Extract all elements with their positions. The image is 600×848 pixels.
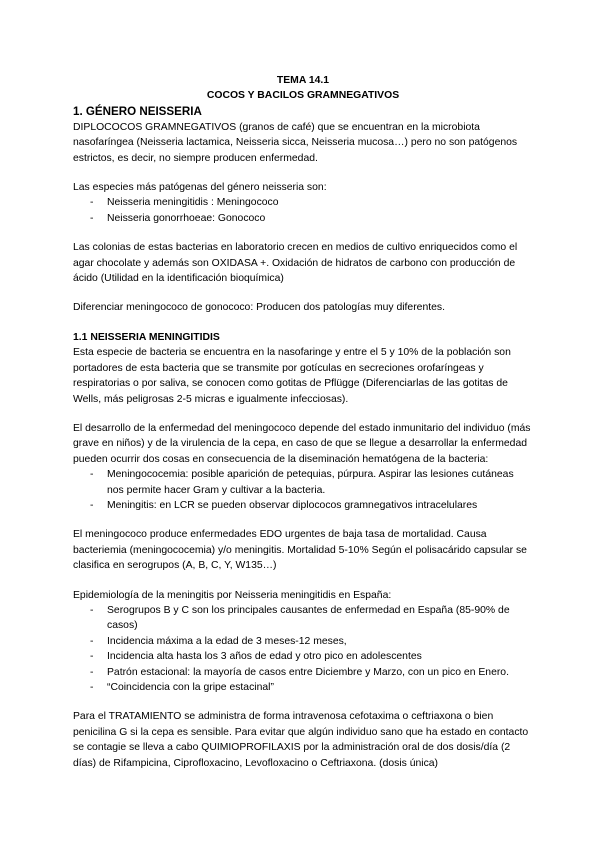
paragraph-development: El desarrollo de la enfermedad del meningococo depende del estado inmunitario del individuo (más grave en niños) y de la virulencia de la cepa, en caso de que se llegue a desarrollar la enfermedad pueden ocurrir dos cosas en consecuencia de la diseminación hematógena de la bacteria: [73, 422, 531, 465]
list-item: - Incidencia alta hasta los 3 años de edad y otro pico en adolescentes [73, 649, 533, 664]
paragraph-species-lead: Las especies más patógenas del género neisseria son: [73, 182, 327, 194]
species-list [73, 195, 533, 226]
list-item: - Meningitis: en LCR se pueden observar diplococos gramnegativos intracelulares [73, 498, 533, 513]
list-item: - “Coincidencia con la gripe estacinal” [73, 680, 533, 695]
paragraph-colonies: Las colonias de estas bacterias en laboratorio crecen en medios de cultivo enriquecidos como el agar chocolate y además son OXIDASA +. Oxidación de hidratos de carbono con producción de ácido (Utilidad en la identificación bioquímica) [73, 242, 518, 285]
topic-subtitle: COCOS Y BACILOS GRAMNEGATIVOS [206, 90, 400, 102]
list-item: - Incidencia máxima a la edad de 3 meses-12 meses, [73, 634, 533, 649]
outcomes-list [73, 467, 533, 513]
paragraph-epidemiology-lead: Epidemiología de la meningitis por Neisseria meningitidis en España: [73, 589, 392, 601]
section-heading-neisseria: 1. GÉNERO NEISSERIA [73, 104, 202, 118]
paragraph-diplococos: DIPLOCOCOS GRAMNEGATIVOS (granos de café) que se encuentran en la microbiota nasofaríngea (Neisseria lactamica, Neisseria sicca, Neisseria mucosa…) pero no son patógenos estrictos, es decir, no siempre producen enfermedad. [73, 121, 518, 164]
paragraph-meningitidis-intro: Esta especie de bacteria se encuentra en la nasofaringe y entre el 5 y 10% de la población son portadores de esta bacteria que se transmite por gotículas en secreciones orofaríngeas y respiratorias o por saliva, se conocen como gotitas de Pflügge (Diferenciarlas de las gotitas de Wells, más peligrosas 2-5 micras e igualmente infecciosas). [73, 347, 511, 405]
list-item: - Neisseria gonorrhoeae: Gonococo [73, 211, 533, 226]
list-item: - Serogrupos B y C son los principales causantes de enfermedad en España (85-90% de casos) [73, 603, 533, 634]
section-heading-meningitidis: 1.1 NEISSERIA MENINGITIDIS [73, 331, 220, 343]
epidemiology-list [73, 603, 533, 695]
paragraph-edo: El meningococo produce enfermedades EDO urgentes de baja tasa de mortalidad. Causa bacteriemia (meningococemia) y/o meningitis. Mortalidad 5-10% Según el polisacárido capsular se clasifica en serogrupos (A, B, C, Y, W135…) [73, 529, 527, 572]
paragraph-differentiate: Diferenciar meningococo de gonococo: Producen dos patologías muy diferentes. [73, 302, 445, 314]
document-body [73, 73, 533, 771]
paragraph-treatment: Para el TRATAMIENTO se administra de forma intravenosa cefotaxima o ceftriaxona o bien penicilina G si la cepa es sensible. Para evitar que algún individuo sano que ha estado en contacto se contagie se lleva a cabo QUIMIOPROFILAXIS por la administración oral de dos dosis/día (2 días) de Rifampicina, Ciprofloxacino, Levofloxacino o Ceftriaxona. (dosis única) [73, 711, 529, 769]
topic-title: TEMA 14.1 [276, 75, 330, 86]
list-item: - Patrón estacional: la mayoría de casos entre Diciembre y Marzo, con un pico en Enero. [73, 665, 533, 680]
list-item: - Meningococemia: posible aparición de petequias, púrpura. Aspirar las lesiones cutáneas nos permite hacer Gram y cultivar a la bacteria. [73, 467, 533, 498]
list-item: - Neisseria meningitidis : Meningococo [73, 195, 533, 210]
